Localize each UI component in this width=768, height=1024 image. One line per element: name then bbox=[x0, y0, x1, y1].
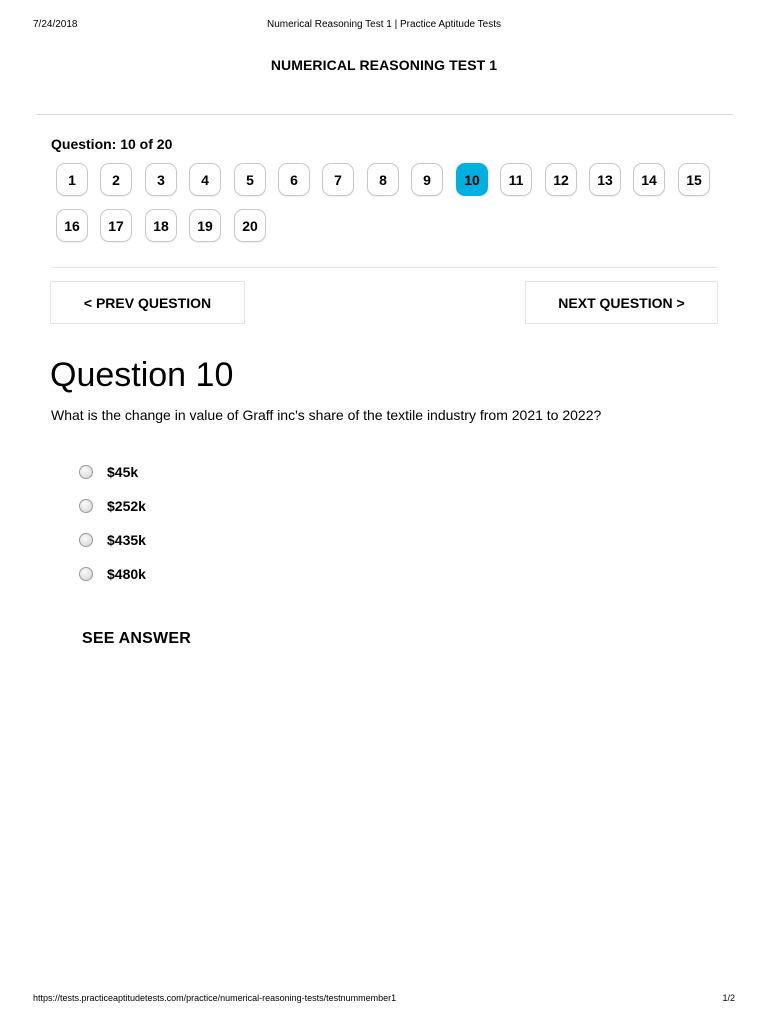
question-nav-button[interactable]: 2 bbox=[100, 163, 132, 196]
question-nav-button[interactable]: 8 bbox=[367, 163, 399, 196]
print-header-title: Numerical Reasoning Test 1 | Practice Aptitude Tests bbox=[266, 19, 501, 30]
question-nav-button[interactable]: 14 bbox=[633, 163, 665, 196]
radio-button[interactable] bbox=[79, 567, 93, 581]
print-date: 7/24/2018 bbox=[33, 19, 78, 30]
answer-option[interactable] bbox=[79, 462, 279, 482]
see-answer-button[interactable]: SEE ANSWER bbox=[82, 630, 191, 647]
question-nav-button[interactable]: 19 bbox=[189, 209, 221, 242]
question-nav-button[interactable]: 5 bbox=[234, 163, 266, 196]
question-nav-button[interactable]: 13 bbox=[589, 163, 621, 196]
radio-button[interactable] bbox=[79, 499, 93, 513]
question-nav-button[interactable]: 18 bbox=[145, 209, 177, 242]
answer-option[interactable] bbox=[79, 564, 279, 584]
question-nav-button[interactable]: 11 bbox=[500, 163, 532, 196]
question-nav-button-current[interactable]: 10 bbox=[456, 163, 488, 196]
nav-divider bbox=[51, 267, 718, 268]
page-title: NUMERICAL REASONING TEST 1 bbox=[270, 57, 498, 73]
question-nav-button[interactable]: 12 bbox=[545, 163, 577, 196]
radio-button[interactable] bbox=[79, 533, 93, 547]
prev-question-button[interactable]: < PREV QUESTION bbox=[50, 281, 245, 324]
question-nav-button[interactable]: 9 bbox=[411, 163, 443, 196]
answer-option-label: $252k bbox=[107, 498, 146, 514]
question-text: What is the change in value of Graff inc's share of the textile industry from 2021 to 2022? bbox=[51, 407, 602, 423]
question-nav-button[interactable]: 17 bbox=[100, 209, 132, 242]
question-nav-button[interactable]: 6 bbox=[278, 163, 310, 196]
question-nav-button[interactable]: 20 bbox=[234, 209, 266, 242]
answer-option[interactable] bbox=[79, 496, 279, 516]
question-nav-button[interactable]: 15 bbox=[678, 163, 710, 196]
answer-option-label: $45k bbox=[107, 464, 139, 480]
header-divider bbox=[37, 114, 733, 115]
footer-url: https://tests.practiceaptitudetests.com/practice/numerical-reasoning-tests/testnummember1 bbox=[33, 993, 397, 1003]
question-nav-button[interactable]: 7 bbox=[322, 163, 354, 196]
question-heading: Question 10 bbox=[50, 356, 234, 394]
question-nav-button[interactable]: 3 bbox=[145, 163, 177, 196]
question-counter: Question: 10 of 20 bbox=[51, 136, 173, 152]
answer-option-label: $480k bbox=[107, 566, 146, 582]
answer-option-label: $435k bbox=[107, 532, 146, 548]
question-nav-button[interactable]: 16 bbox=[56, 209, 88, 242]
answer-option[interactable] bbox=[79, 530, 279, 550]
question-nav-button[interactable]: 4 bbox=[189, 163, 221, 196]
radio-button[interactable] bbox=[79, 465, 93, 479]
footer-page-number: 1/2 bbox=[722, 993, 735, 1003]
question-nav-button[interactable]: 1 bbox=[56, 163, 88, 196]
next-question-button[interactable]: NEXT QUESTION > bbox=[525, 281, 718, 324]
